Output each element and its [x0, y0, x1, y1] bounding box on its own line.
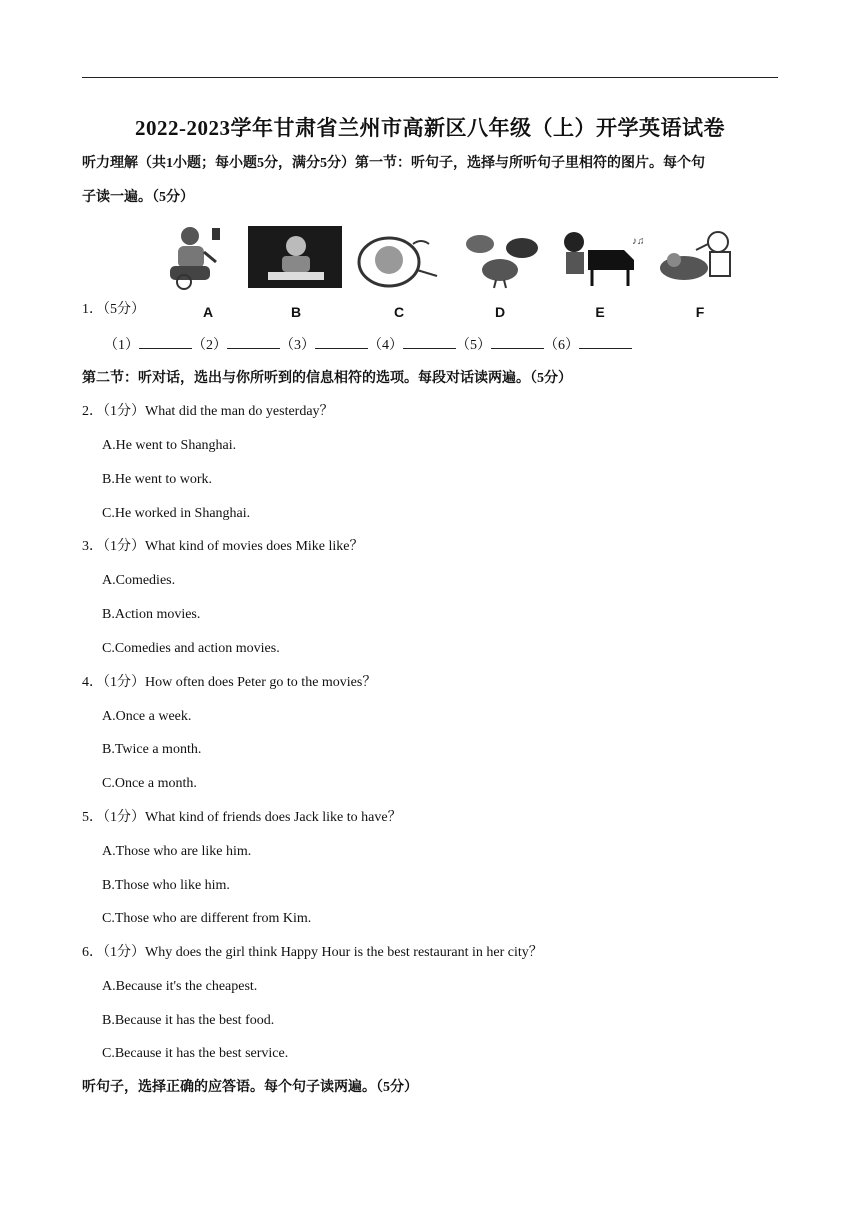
- question-4-option-c[interactable]: C.Once a month.: [102, 776, 197, 791]
- man-writing-photo: [248, 222, 344, 296]
- picture-f: [652, 222, 748, 320]
- question-3-stem: 3．（1分）What kind of movies does Mike like？: [82, 539, 364, 554]
- blank-4[interactable]: [403, 335, 456, 349]
- question-2-option-c[interactable]: C.He worked in Shanghai.: [102, 506, 251, 521]
- answer-blanks-row: [104, 335, 632, 356]
- picture-f-label: F: [695, 304, 705, 320]
- picture-b: [248, 222, 344, 320]
- question-4-option-a[interactable]: A.Once a week.: [102, 709, 192, 724]
- person-sitting-illustration: [160, 222, 256, 296]
- picture-c: [351, 222, 447, 320]
- question-1-stem: 1．（5分）: [82, 302, 145, 317]
- question-4-option-b[interactable]: B.Twice a month.: [102, 742, 202, 757]
- question-2-stem: 2．（1分）What did the man do yesterday？: [82, 404, 334, 419]
- page-title: 2022-2023学年甘肃省兰州市高新区八年级（上）开学英语试卷: [135, 116, 725, 140]
- picture-c-label: C: [393, 304, 405, 320]
- question-5-option-b[interactable]: B.Those who like him.: [102, 878, 230, 893]
- doctor-patient-illustration: [652, 222, 748, 296]
- section3-heading: 听句子，选择正确的应答语。每个句子读两遍。（5分）: [82, 1080, 418, 1095]
- picture-e-label: E: [595, 304, 605, 320]
- blank-3-label: （3）: [280, 338, 315, 353]
- blank-1[interactable]: [139, 335, 192, 349]
- picture-a-label: A: [202, 304, 214, 320]
- blank-4-label: （4）: [368, 338, 403, 353]
- picture-strip: [160, 222, 760, 320]
- section1-heading-cont: 子读一遍。（5分）: [82, 190, 194, 205]
- section1-heading: 听力理解（共1小题；每小题5分，满分5分）第一节：听句子，选择与所听句子里相符的图片。每个句: [82, 156, 705, 171]
- question-6-option-c[interactable]: C.Because it has the best service.: [102, 1046, 289, 1061]
- section2-heading: 第二节：听对话，选出与你所听到的信息相符的选项。每段对话读两遍。（5分）: [82, 371, 572, 386]
- blank-6-label: （6）: [544, 338, 579, 353]
- question-5-stem: 5．（1分）What kind of friends does Jack like to have？: [82, 810, 402, 825]
- blank-5-label: （5）: [456, 338, 491, 353]
- blank-1-label: （1）: [104, 338, 139, 353]
- piano-player-illustration: [552, 222, 648, 296]
- picture-d-label: D: [494, 304, 506, 320]
- svg-text:♪♫: ♪♫: [632, 236, 645, 247]
- blank-2-label: （2）: [192, 338, 227, 353]
- question-6-option-a[interactable]: A.Because it's the cheapest.: [102, 979, 258, 994]
- blank-5[interactable]: [491, 335, 544, 349]
- question-5-option-c[interactable]: C.Those who are different from Kim.: [102, 911, 312, 926]
- sleeping-child-illustration: [351, 222, 447, 296]
- blank-6[interactable]: [579, 335, 632, 349]
- picture-a: [160, 222, 256, 320]
- birds-illustration: [452, 222, 548, 296]
- question-5-option-a[interactable]: A.Those who are like him.: [102, 844, 252, 859]
- blank-2[interactable]: [227, 335, 280, 349]
- question-3-option-c[interactable]: C.Comedies and action movies.: [102, 641, 280, 656]
- picture-d: [452, 222, 548, 320]
- question-2-option-a[interactable]: A.He went to Shanghai.: [102, 438, 237, 453]
- question-3-option-a[interactable]: A.Comedies.: [102, 573, 176, 588]
- question-3-option-b[interactable]: B.Action movies.: [102, 607, 201, 622]
- picture-e: [552, 222, 648, 320]
- picture-b-label: B: [290, 304, 302, 320]
- blank-3[interactable]: [315, 335, 368, 349]
- header-rule: [82, 77, 778, 78]
- question-2-option-b[interactable]: B.He went to work.: [102, 472, 213, 487]
- question-6-option-b[interactable]: B.Because it has the best food.: [102, 1013, 275, 1028]
- question-4-stem: 4．（1分）How often does Peter go to the movies？: [82, 675, 377, 690]
- question-6-stem: 6．（1分）Why does the girl think Happy Hour is the best restaurant in her city？: [82, 945, 543, 960]
